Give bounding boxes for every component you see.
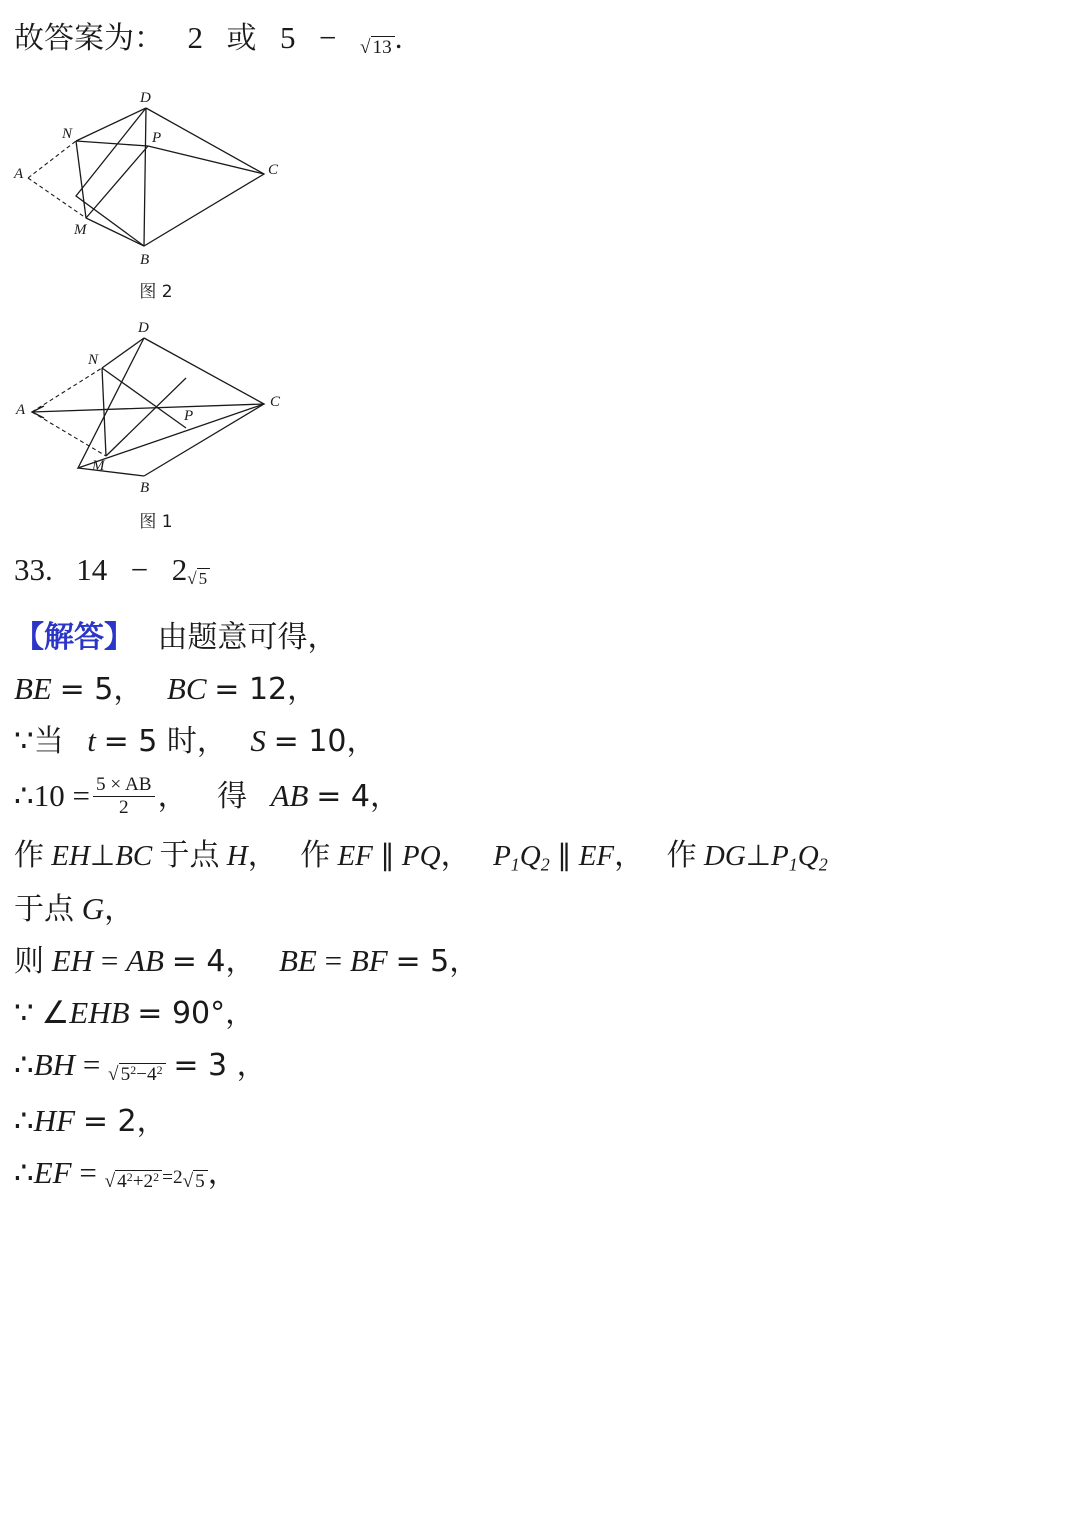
var-t: t <box>87 723 96 759</box>
p1q2b-letter-p: P <box>771 839 789 872</box>
therefore-symbol-4: ∴ <box>14 1154 34 1190</box>
answer-conjunction: 或 <box>226 21 257 56</box>
figure-1-label-D: D <box>138 319 149 336</box>
equals-1: = <box>100 942 119 978</box>
radical-sign: √ <box>104 1171 116 1193</box>
var-bf: BF <box>349 942 388 978</box>
value-5: = 5， <box>395 943 480 979</box>
figure-1-bc <box>144 404 264 476</box>
var-ef: EF <box>337 839 373 872</box>
t-value-text: = 5 时， <box>103 724 227 760</box>
figure-1-label-M: M <box>92 457 105 474</box>
radical-radicand: 5 <box>193 1170 208 1191</box>
rad-base-3: 4 <box>117 1171 127 1193</box>
radical-radicand: 5 <box>197 568 211 587</box>
rad-minus: − <box>136 1063 147 1085</box>
figure-2-label-N: N <box>62 125 73 142</box>
radical-ef <box>105 1161 163 1192</box>
figure-2-label-B: B <box>140 251 150 268</box>
p1q2b-letter-q: Q <box>797 839 819 872</box>
var-h: H <box>226 839 248 872</box>
ef-result-equals: = <box>162 1166 173 1188</box>
p1q2-letter-q: Q <box>519 839 541 872</box>
value-4: = 4， <box>171 943 256 979</box>
var-ab-2: AB <box>126 942 164 978</box>
line-be-bc <box>0 653 1080 708</box>
angle-value: = 90°， <box>137 995 256 1031</box>
equals-4: = <box>79 1154 97 1190</box>
figure-2-label-P: P <box>152 129 162 146</box>
var-eh-2: EH <box>51 942 94 978</box>
fraction-denominator: 2 <box>93 796 155 818</box>
solution-tag: 【解答】 <box>14 620 134 656</box>
ze-text: 则 <box>14 943 44 979</box>
radical-ef-result <box>183 1161 208 1192</box>
var-ab: AB <box>270 778 309 814</box>
figure-1-ac <box>32 404 264 412</box>
var-be-2: BE <box>278 942 317 978</box>
solution-intro-line <box>0 589 1080 656</box>
var-pq: PQ <box>401 839 441 872</box>
ten-equals: 10 = <box>33 778 90 814</box>
line-bh <box>0 1029 1080 1085</box>
answer-period: . <box>394 20 403 55</box>
problem-answer-int: 14 <box>76 551 108 587</box>
figure-2 <box>0 86 1080 302</box>
var-g: G <box>81 890 105 926</box>
figure-2-np <box>76 141 148 146</box>
var-hf: HF <box>33 1102 76 1138</box>
line-at-g <box>0 873 1080 925</box>
rad-base-1: 5 <box>120 1063 131 1085</box>
radical-sign: √ <box>182 1171 194 1193</box>
perp-1: ⊥ <box>89 839 116 872</box>
figure-2-mp <box>86 146 148 218</box>
figure-2-label-A: A <box>14 165 24 182</box>
bc-value: = 12， <box>214 672 318 708</box>
because-symbol-2: ∵ <box>14 994 34 1030</box>
ef-result-coef: 2 <box>172 1166 183 1188</box>
line-ten-eq <box>0 757 1080 820</box>
line-when-t <box>0 705 1080 760</box>
zuo-1: 作 <box>14 837 44 873</box>
answer-value-b: 5 <box>280 20 296 55</box>
comma-4: ， <box>614 837 645 873</box>
line-ef <box>0 1137 1080 1193</box>
zuo-2: 作 <box>300 837 331 873</box>
figure-2-svg <box>6 86 316 276</box>
figure-1-label-C: C <box>270 393 281 410</box>
figure-2-label-D: D <box>140 89 151 106</box>
rad-exp-1: 2 <box>130 1062 137 1077</box>
figure-1-nd <box>102 338 144 368</box>
figure-2-nd <box>76 108 146 141</box>
line-construct <box>0 821 1080 873</box>
var-bc: BC <box>166 671 207 707</box>
problem-answer-coef: 2 <box>171 551 188 587</box>
var-bh: BH <box>33 1046 76 1082</box>
yu-dian-1: 于点 <box>159 837 220 873</box>
figure-2-pc <box>148 146 264 174</box>
radical-radicand: 13 <box>371 36 395 57</box>
figure-1-label-P: P <box>184 407 194 424</box>
figure-2-nm <box>76 141 86 218</box>
radical-sign: √ <box>187 569 197 589</box>
therefore-symbol-2: ∴ <box>14 1046 34 1082</box>
answer-radical <box>360 27 395 58</box>
var-be: BE <box>14 671 52 707</box>
bh-result: = 3 ， <box>173 1047 267 1083</box>
answer-minus: − <box>319 20 337 55</box>
figure-2-am <box>28 178 86 218</box>
p1q2-sub-2: 2 <box>540 853 550 874</box>
parallel-2: ∥ <box>556 839 572 872</box>
angle-symbol: ∠ <box>41 994 70 1030</box>
therefore-symbol: ∴ <box>14 778 34 814</box>
fraction-5ab-2 <box>93 774 155 817</box>
figure-1-an <box>32 368 102 412</box>
hf-value: = 2， <box>82 1103 167 1139</box>
answer-prefix: 故答案为： <box>14 21 164 56</box>
figure-1-svg <box>6 316 316 506</box>
var-p1q2 <box>493 840 550 872</box>
answer-line <box>0 0 1080 68</box>
line-hf <box>0 1085 1080 1137</box>
because-symbol: ∵ <box>14 723 34 759</box>
figure-1 <box>0 316 1080 532</box>
figure-2-an <box>28 141 76 178</box>
yu-dian-2: 于点 <box>14 891 74 927</box>
figure-1-nm <box>102 368 106 456</box>
p1q2-letter-p: P <box>493 839 511 872</box>
answer-value-a: 2 <box>187 20 203 55</box>
be-value: = 5， <box>59 672 144 708</box>
comma-2: ， <box>247 837 278 873</box>
p1q2b-sub-2: 2 <box>818 853 828 874</box>
ab-value: = 4， <box>316 779 401 815</box>
radical-sign: √ <box>108 1063 119 1085</box>
rad-base-4: 2 <box>143 1171 154 1193</box>
radical-sign: √ <box>359 36 371 58</box>
line-then-eh <box>0 925 1080 977</box>
solution-intro: 由题意可得， <box>157 620 338 656</box>
comma-3: ， <box>440 837 471 873</box>
problem-answer-radical <box>187 558 210 589</box>
problem-33-answer <box>0 532 1080 590</box>
rad-exp-3: 2 <box>126 1170 133 1185</box>
figure-1-label-N: N <box>88 351 99 368</box>
problem-number: 33. <box>14 551 53 587</box>
fraction-numerator: 5 × AB <box>95 774 152 796</box>
comma-5: ， <box>104 891 135 927</box>
zuo-3: 作 <box>666 837 697 873</box>
figure-2-db <box>144 108 146 246</box>
problem-answer-minus: − <box>130 551 149 587</box>
p1q2b-sub-1: 1 <box>788 853 798 874</box>
p1q2-sub-1: 1 <box>510 853 520 874</box>
figure-1-label-B: B <box>140 479 150 496</box>
line-angle-ehb <box>0 977 1080 1029</box>
comma-6: ， <box>207 1155 238 1191</box>
figure-1-label-A: A <box>16 401 26 418</box>
radical-radicand <box>119 1063 166 1084</box>
therefore-symbol-3: ∴ <box>14 1102 34 1138</box>
rad-plus: + <box>132 1171 144 1193</box>
var-ef-2: EF <box>578 839 615 872</box>
var-s: S <box>250 723 266 759</box>
parallel-1: ∥ <box>380 839 395 872</box>
radical-radicand <box>115 1170 162 1191</box>
rad-exp-4: 2 <box>153 1170 160 1185</box>
var-eh: EH <box>51 839 90 872</box>
figure-1-caption: 图 1 <box>139 511 173 532</box>
figure-1-mb <box>78 468 144 476</box>
var-p1q2-b <box>771 840 828 872</box>
figure-2-label-M: M <box>74 221 87 238</box>
figure-2-mb <box>86 218 144 246</box>
radical-bh <box>108 1054 166 1085</box>
comma-1: ， <box>157 779 188 815</box>
figure-2-label-C: C <box>268 161 279 178</box>
s-value-text: = 10， <box>273 724 377 760</box>
equals-3: = <box>82 1046 101 1082</box>
perp-2: ⊥ <box>745 839 772 872</box>
figure-2-caption: 图 2 <box>139 281 173 302</box>
equals-2: = <box>324 942 343 978</box>
figure-2-outline <box>76 108 264 246</box>
var-ehb: EHB <box>69 994 130 1030</box>
when-text: 当 <box>33 724 64 760</box>
var-dg: DG <box>703 839 746 872</box>
var-ef-3: EF <box>33 1154 72 1190</box>
rad-exp-2: 2 <box>156 1062 163 1077</box>
rad-base-2: 4 <box>147 1063 157 1085</box>
de-text: 得 <box>217 779 248 815</box>
var-bc-2: BC <box>115 839 153 872</box>
